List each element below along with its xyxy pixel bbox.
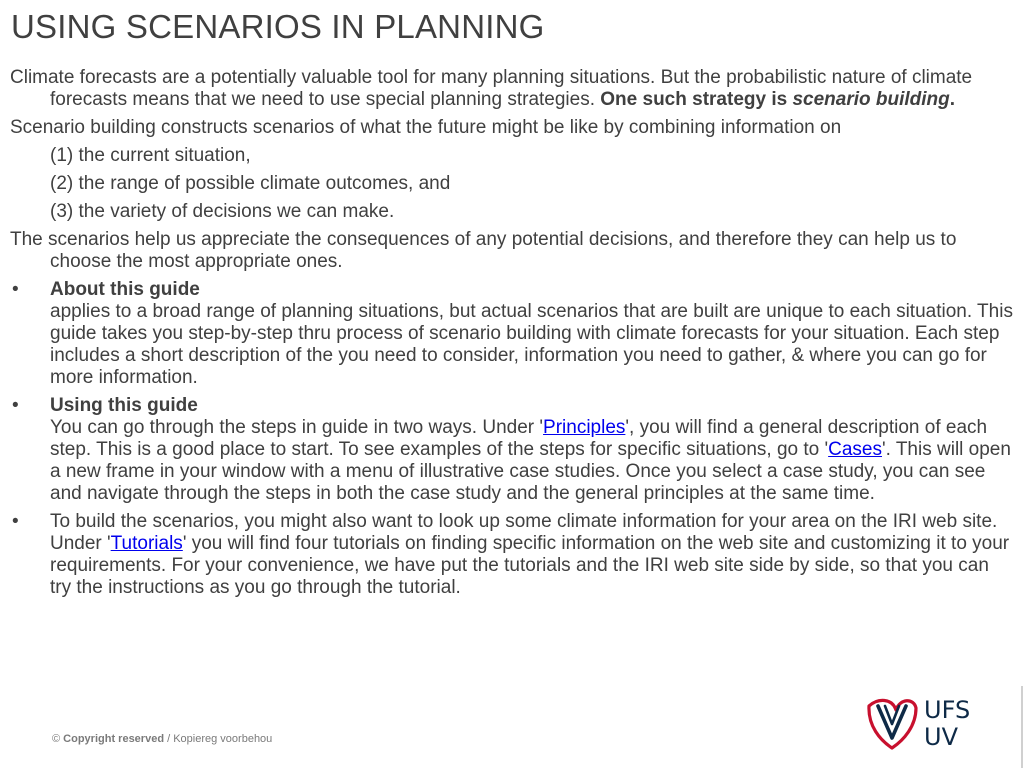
slide-title: USING SCENARIOS IN PLANNING — [11, 8, 545, 45]
build-text-1: To build the scenarios, you might also want to look up some climate information for your area on the IRI web site. Under ' — [50, 511, 998, 554]
intro-bold-italic: scenario building — [792, 89, 950, 110]
scenario-intro: Scenario building constructs scenarios of what the future might be like by combining information on — [10, 117, 842, 138]
copyright-icon: © — [52, 733, 61, 745]
bullet-using-guide — [10, 395, 1013, 505]
cases-link[interactable]: Cases — [828, 439, 882, 460]
ufs-shield-icon — [869, 700, 916, 748]
list-item-decisions: (3) the variety of decisions we can make. — [50, 201, 395, 222]
logo-text-ufs: UFS — [924, 696, 971, 724]
using-text-3: '. This will open a new frame in your window with a menu of illustrative case studies. Once you select a case study, you can see and navigate through the steps in both the case study and the general principles at the same time. — [50, 439, 1011, 504]
intro-paragraph — [10, 67, 1013, 111]
bullet-about-guide — [10, 279, 1013, 389]
slide-edge-divider — [1021, 686, 1023, 768]
bullet-icon: • — [12, 395, 19, 416]
ufs-logo — [864, 694, 976, 752]
consequences-paragraph: The scenarios help us appreciate the consequences of any potential decisions, and therefore they can help us to choose the most appropriate ones. — [10, 229, 957, 272]
intro-text: Climate forecasts are a potentially valuable tool for many planning situations. But the probabilistic nature of climate forecasts means that we need to use special planning strategies. — [10, 67, 973, 110]
slide-content — [10, 67, 1013, 605]
bullet-icon: • — [12, 279, 19, 300]
copyright-rest: / Kopiereg voorbehou — [167, 733, 273, 745]
using-text-2: ', you will find a general description of each step. This is a good place to start. To see examples of the steps for specific situations, go to ' — [50, 417, 988, 460]
intro-bold: One such strategy is — [600, 89, 793, 110]
using-heading: Using this guide — [50, 395, 198, 416]
bullet-build-scenarios — [10, 511, 1013, 599]
list-item-current-situation: (1) the current situation, — [50, 145, 251, 166]
tutorials-link[interactable]: Tutorials — [110, 533, 183, 554]
logo-text-uv: UV — [924, 723, 958, 751]
principles-link[interactable]: Principles — [543, 417, 626, 438]
list-item-climate-outcomes: (2) the range of possible climate outcomes, and — [50, 173, 451, 194]
bullet-icon: • — [12, 511, 19, 532]
about-text: applies to a broad range of planning situations, but actual scenarios that are built are unique to each situation. This guide takes you step-by-step thru process of scenario building with climate forecasts for your situation. Each step includes a short description of the you need to consider, information you need to gather, & where you can go for more information. — [50, 301, 1013, 388]
intro-period: . — [949, 89, 956, 110]
using-text-1: You can go through the steps in guide in two ways. Under ' — [50, 417, 544, 438]
copyright-bold: Copyright reserved — [63, 733, 165, 745]
about-heading: About this guide — [50, 279, 200, 300]
copyright-footer — [52, 733, 272, 745]
build-text-2: ' you will find four tutorials on finding specific information on the web site and customizing it to your requirements. For your convenience, we have put the tutorials and the IRI web site side by side, so that you can try the instructions as you go through the tutorial. — [50, 533, 1010, 598]
